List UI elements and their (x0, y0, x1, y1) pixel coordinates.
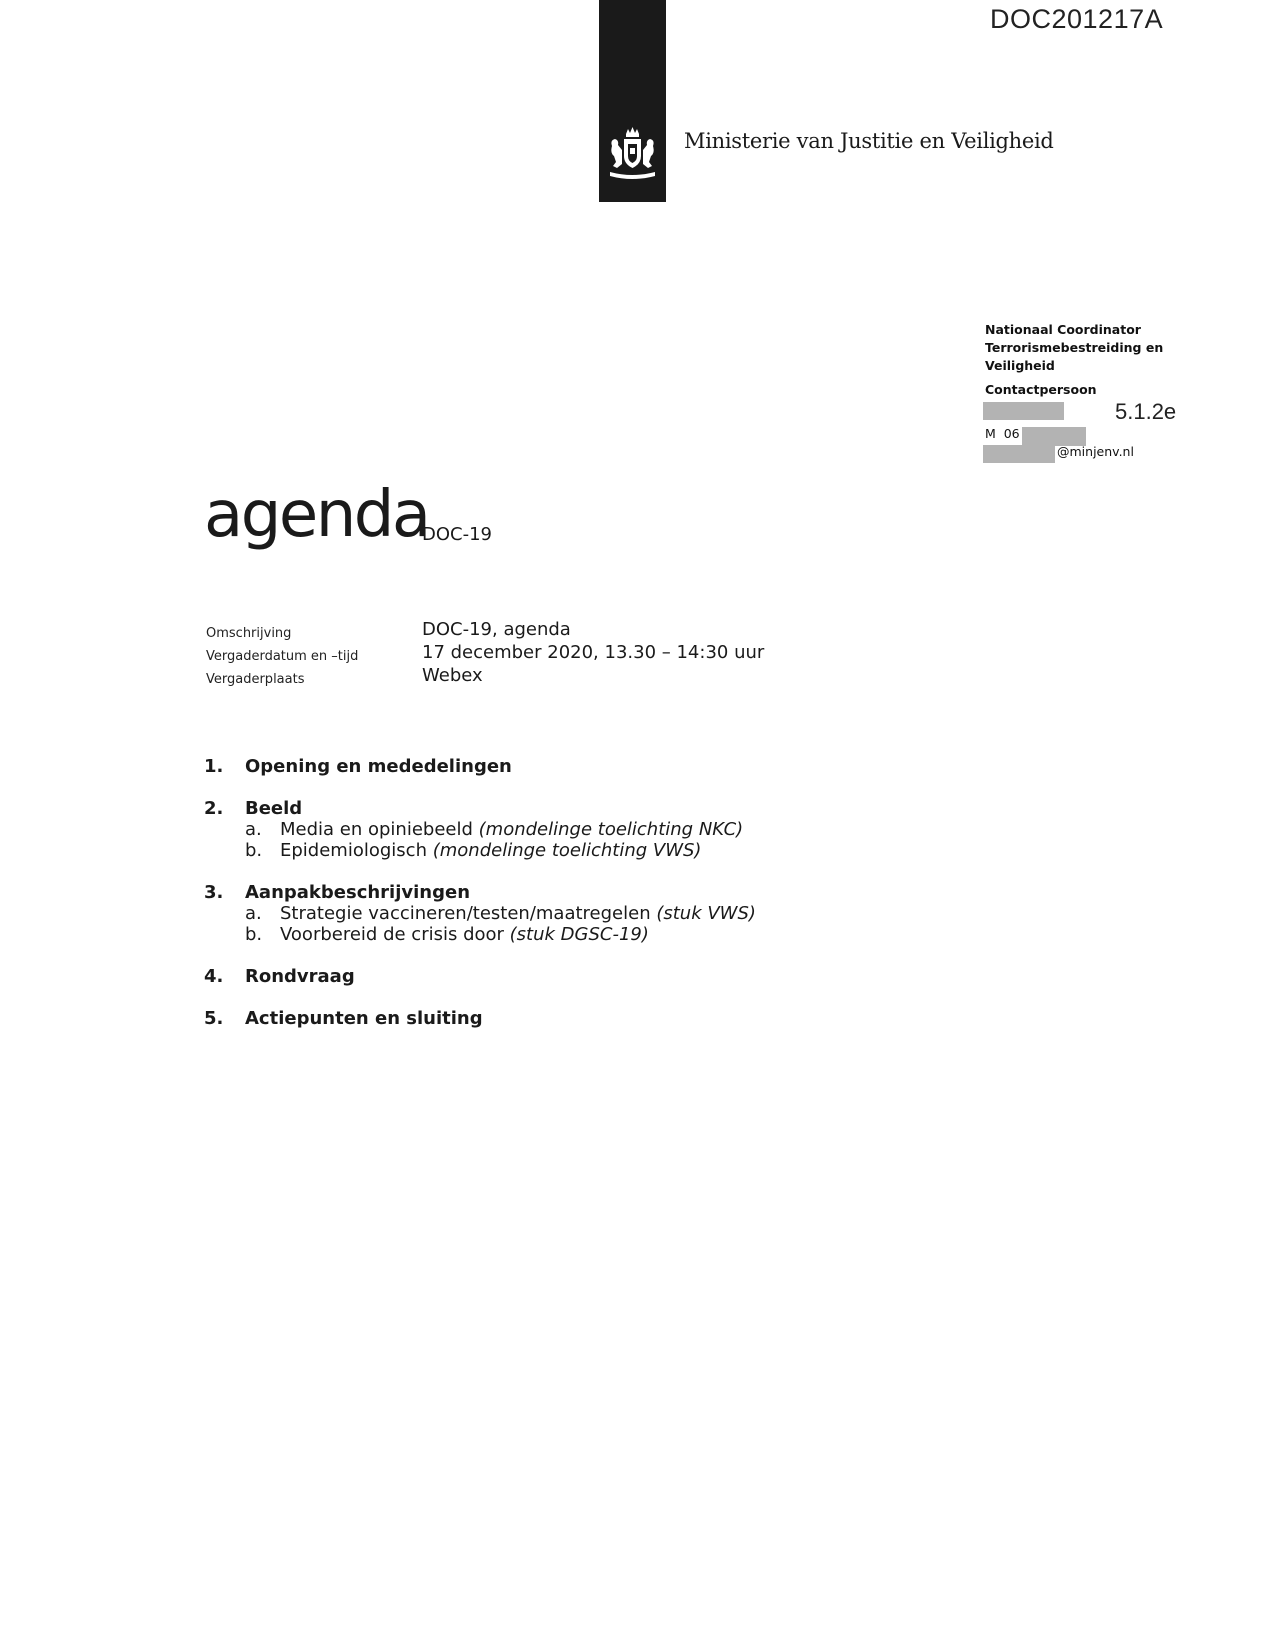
redaction-block-email (983, 445, 1055, 463)
agenda-subitem-note: (stuk VWS) (656, 903, 756, 924)
agenda-item-title: Rondvraag (245, 966, 355, 987)
redaction-code: 5.1.2e (1115, 399, 1177, 424)
agenda-subitem-letter: b. (245, 840, 263, 861)
document-code: DOC201217A (990, 4, 1164, 34)
meta-value: Webex (422, 665, 483, 686)
email-domain: @minjenv.nl (1057, 444, 1134, 459)
contact-label: Contactpersoon (985, 382, 1097, 397)
meta-label: Omschrijving (206, 626, 292, 641)
meta-value: DOC-19, agenda (422, 619, 571, 640)
agenda-title: agenda (204, 478, 429, 552)
meta-value: 17 december 2020, 13.30 – 14:30 uur (422, 642, 765, 663)
agenda-subitem-letter: a. (245, 819, 262, 840)
phone-prefix: M 06 (985, 426, 1020, 441)
agenda-subitem-note: (stuk DGSC-19) (509, 924, 649, 945)
coat-of-arms-icon (604, 126, 661, 184)
agenda-item-number: 2. (204, 798, 224, 819)
agenda-subitem-letter: b. (245, 924, 263, 945)
agenda-item-title: Beeld (245, 798, 303, 819)
agenda-subitem (280, 924, 649, 945)
agenda-subitem-note: (mondelinge toelichting NKC) (478, 819, 744, 840)
redaction-block-name (983, 402, 1064, 420)
meta-label: Vergaderdatum en –tijd (206, 649, 359, 664)
agenda-subitem-text: Media en opiniebeeld (280, 819, 473, 840)
agenda-item-number: 5. (204, 1008, 224, 1029)
agenda-item-title: Aanpakbeschrijvingen (245, 882, 471, 903)
agenda-subitem-letter: a. (245, 903, 262, 924)
agenda-subitem (280, 903, 756, 924)
agenda-item-number: 3. (204, 882, 224, 903)
agenda-subitem-note: (mondelinge toelichting VWS) (432, 840, 702, 861)
agenda-item-number: 4. (204, 966, 224, 987)
agenda-item-title: Opening en mededelingen (245, 756, 512, 777)
agenda-code: DOC-19 (422, 524, 492, 545)
agenda-subitem-text: Voorbereid de crisis door (280, 924, 504, 945)
agenda-subitem (280, 840, 701, 861)
agenda-subitem-text: Epidemiologisch (280, 840, 427, 861)
ministry-logo-bar (599, 0, 666, 202)
meta-label: Vergaderplaats (206, 672, 305, 687)
agenda-item-number: 1. (204, 756, 224, 777)
organization-name: Nationaal Coordinator Terrorismebestreiding en Veiligheid (985, 322, 1164, 373)
ministry-name: Ministerie van Justitie en Veiligheid (684, 129, 1054, 153)
agenda-item-title: Actiepunten en sluiting (245, 1008, 483, 1029)
agenda-subitem (280, 819, 743, 840)
agenda-subitem-text: Strategie vaccineren/testen/maatregelen (280, 903, 651, 924)
